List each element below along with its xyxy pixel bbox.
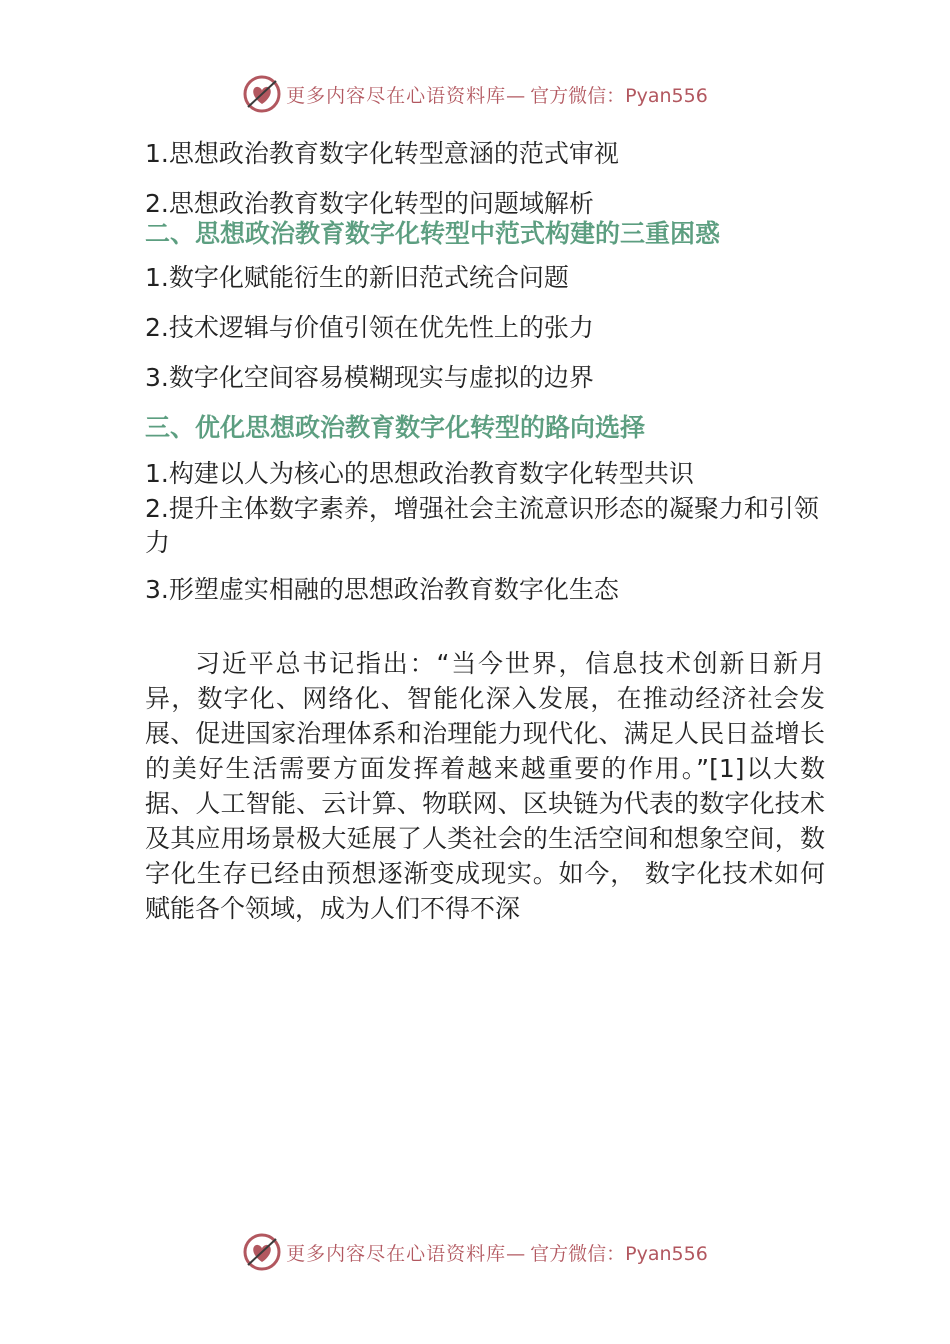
outline-item: 2.技术逻辑与价值引领在优先性上的张力: [145, 313, 594, 342]
section-heading-3: 三、优化思想政治教育数字化转型的路向选择: [145, 413, 646, 442]
body-paragraph: 习近平总书记指出：“当今世界，信息技术创新日新月异，数字化、网络化、智能化深入发展，在推动经济社会发展、促进国家治理体系和治理能力现代化、满足人民日益增长的美好生活需要方面发挥着越来越重要的作用。”[1]以大数据、人工智能、云计算、物联网、区块链为代表的数字化技术及其应用场景极大延展了人类社会的生活空间和想象空间，数字化生存已经由预想逐渐变成现实。如今， 数字化技术如何赋能各个领域，成为人们不得不深: [145, 649, 825, 923]
outline-item: 1.思想政治教育数字化转型意涵的范式审视: [145, 139, 619, 168]
footer-banner: [0, 1228, 950, 1276]
banner-contact: 官方微信：Pyan556: [530, 1242, 708, 1265]
outline-item: 1.构建以人为核心的思想政治教育数字化转型共识: [145, 459, 694, 488]
outline-item: 2.思想政治教育数字化转型的问题域解析: [145, 189, 594, 218]
section-heading-2: 二、思想政治教育数字化转型中范式构建的三重困惑: [145, 219, 721, 248]
outline-item: 2.提升主体数字素养，增强社会主流意识形态的凝聚力和引领力: [145, 494, 819, 557]
document-content: [145, 136, 825, 926]
banner-title: 更多内容尽在心语资料库—: [286, 1242, 527, 1265]
banner-contact: 官方微信：Pyan556: [530, 84, 708, 107]
banner-title: 更多内容尽在心语资料库—: [286, 84, 527, 107]
outline-item: 3.形塑虚实相融的思想政治教育数字化生态: [145, 575, 619, 604]
outline-item: 3.数字化空间容易模糊现实与虚拟的边界: [145, 363, 594, 392]
header-banner: [0, 70, 950, 118]
outline-item: 1.数字化赋能衍生的新旧范式统合问题: [145, 263, 569, 292]
heart-logo-icon: [242, 74, 282, 114]
heart-logo-icon: [242, 1232, 282, 1272]
